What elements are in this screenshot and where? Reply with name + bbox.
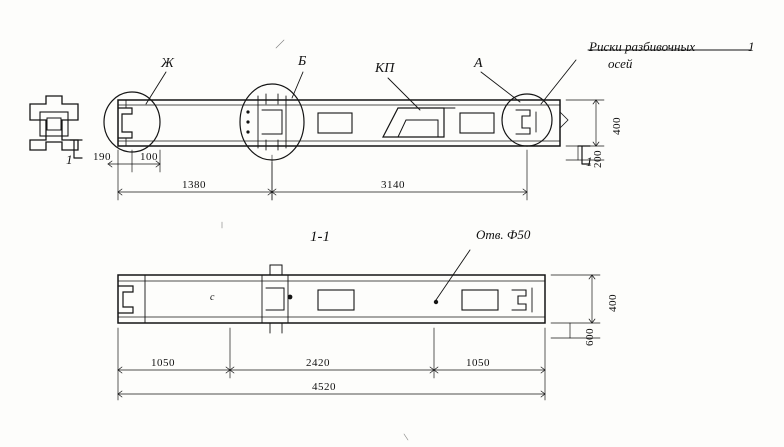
top-view-horizontal-dims <box>108 150 527 200</box>
dim-3140-label: 3140 <box>381 179 405 191</box>
dim-1380-label: 1380 <box>182 179 206 191</box>
section-title: 1-1 <box>310 229 330 245</box>
dim-400-top-label: 400 <box>611 117 623 135</box>
mark-zh-label: Ж <box>161 56 174 71</box>
dim-200-top-label: 200 <box>592 150 604 168</box>
dim-600-bottom-label: 600 <box>584 328 596 346</box>
top-view-beam <box>104 84 568 160</box>
dim-100-label: 100 <box>140 151 158 163</box>
dim-400-bottom-label: 400 <box>607 294 619 312</box>
dim-4520-label: 4520 <box>312 381 336 393</box>
dim-2420-label: 2420 <box>306 357 330 369</box>
section-mark-right: 1 <box>586 154 593 169</box>
section-mark-left: 1 <box>66 152 73 167</box>
dim-190-label: 190 <box>93 151 111 163</box>
bottom-view-beam <box>118 250 545 333</box>
letter-c-label: с <box>210 292 215 303</box>
cross-section-symbol <box>30 96 78 150</box>
risk-note-label-2: осей <box>608 56 633 71</box>
mark-kp-label: КП <box>375 61 395 76</box>
dim-1050-right-label: 1050 <box>466 357 490 369</box>
top-view-leaders <box>146 50 750 110</box>
risk-note-label: Риски разбивочных <box>589 39 696 54</box>
mark-b-label: Б <box>298 54 307 69</box>
dim-1050-left-label: 1050 <box>151 357 175 369</box>
hole-note-label: Отв. Ф50 <box>476 227 531 242</box>
section-mark-top-right: 1 <box>748 39 755 54</box>
mark-a-label: А <box>474 56 483 71</box>
